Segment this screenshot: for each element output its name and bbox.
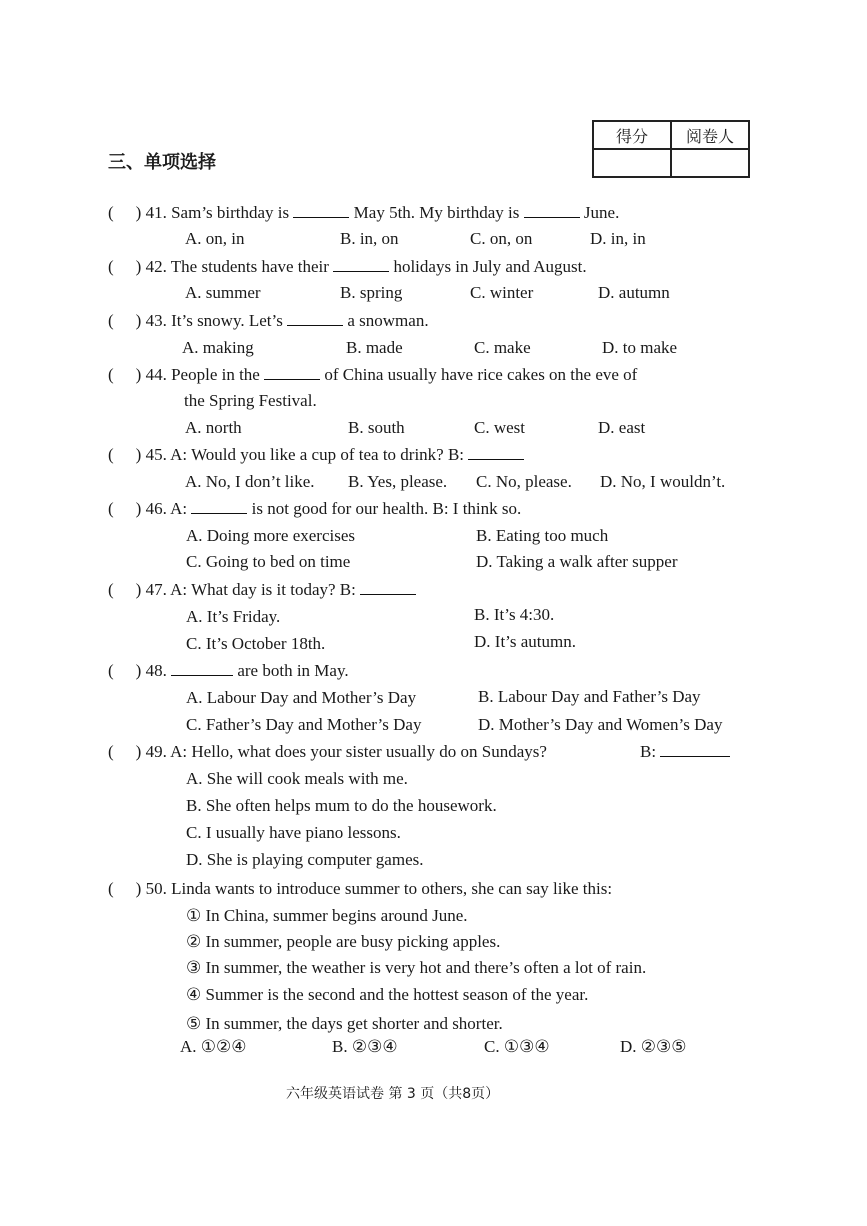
answer-paren[interactable]: ( ) (108, 365, 142, 384)
answer-blank[interactable] (287, 311, 343, 326)
question-number: 45. (145, 445, 167, 464)
question-stem: A: Hello, what does your sister usually do on Sundays? (170, 742, 547, 761)
option-b[interactable]: B. Yes, please. (348, 472, 448, 491)
question-stem: June. (583, 203, 620, 222)
question-49-b (640, 742, 730, 762)
option-c[interactable]: C. Father’s Day and Mother’s Day (186, 715, 422, 734)
answer-paren[interactable]: ( ) (108, 257, 142, 276)
option-a[interactable]: A. It’s Friday. (186, 607, 281, 626)
option-b[interactable]: B. It’s 4:30. (474, 605, 555, 624)
option-c[interactable]: C. winter (470, 283, 534, 302)
option-b[interactable]: B. in, on (340, 229, 399, 248)
page-footer: 六年级英语试卷 第 3 页（共8页） (286, 1086, 500, 1102)
question-stem: The students have their (170, 257, 329, 276)
question-49 (108, 742, 547, 762)
question-stem: is not good for our health. B: I think so. (251, 499, 522, 518)
option-b[interactable]: B. ②③④ (332, 1037, 398, 1056)
statement-3: ③ In summer, the weather is very hot and there’s often a lot of rain. (186, 958, 647, 977)
grader-cell[interactable] (671, 149, 749, 177)
option-d[interactable]: D. to make (602, 338, 678, 357)
question-number: 46. (145, 499, 167, 518)
question-stem: May 5th. My birthday is (353, 203, 520, 222)
question-stem: a snowman. (347, 311, 429, 330)
option-d[interactable]: D. She is playing computer games. (186, 850, 424, 869)
question-number: 41. (145, 203, 167, 222)
answer-paren[interactable]: ( ) (108, 445, 142, 464)
question-number: 50. (145, 879, 167, 898)
question-number: 49. (145, 742, 167, 761)
answer-paren[interactable]: ( ) (108, 499, 142, 518)
option-c[interactable]: C. Going to bed on time (186, 552, 351, 571)
option-a[interactable]: A. No, I don’t like. (185, 472, 315, 491)
question-stem: Linda wants to introduce summer to others, she can say like this: (171, 879, 613, 898)
answer-paren[interactable]: ( ) (108, 879, 142, 898)
answer-blank[interactable] (333, 257, 389, 272)
statement-2: ② In summer, people are busy picking apples. (186, 932, 501, 951)
option-c[interactable]: C. ①③④ (484, 1037, 550, 1056)
option-c[interactable]: C. It’s October 18th. (186, 634, 326, 653)
answer-paren[interactable]: ( ) (108, 742, 142, 761)
option-d[interactable]: D. It’s autumn. (474, 632, 576, 651)
option-d[interactable]: D. Mother’s Day and Women’s Day (478, 715, 723, 734)
option-c[interactable]: C. on, on (470, 229, 533, 248)
answer-blank[interactable] (191, 499, 247, 514)
question-48 (108, 661, 349, 681)
option-a[interactable]: A. Doing more exercises (186, 526, 356, 545)
question-number: 42. (145, 257, 167, 276)
option-a[interactable]: A. on, in (185, 229, 245, 248)
option-a[interactable]: A. making (182, 338, 254, 357)
option-d[interactable]: D. ②③⑤ (620, 1037, 687, 1056)
option-d[interactable]: D. No, I wouldn’t. (600, 472, 726, 491)
option-d[interactable]: D. Taking a walk after supper (476, 552, 678, 571)
option-a[interactable]: A. Labour Day and Mother’s Day (186, 688, 417, 707)
option-c[interactable]: C. No, please. (476, 472, 572, 491)
question-44 (108, 365, 637, 385)
question-50 (108, 879, 612, 899)
answer-blank[interactable] (360, 580, 416, 595)
question-stem: A: Would you like a cup of tea to drink? B: (170, 445, 465, 464)
question-stem: Sam’s birthday is (171, 203, 290, 222)
question-stem: holidays in July and August. (393, 257, 587, 276)
question-47 (108, 580, 416, 600)
question-stem: B: (640, 742, 657, 761)
option-c[interactable]: C. I usually have piano lessons. (186, 823, 401, 842)
question-number: 43. (145, 311, 167, 330)
statement-5: ⑤ In summer, the days get shorter and shorter. (186, 1014, 503, 1033)
question-number: 48. (145, 661, 167, 680)
answer-blank[interactable] (524, 203, 580, 218)
question-stem: A: (170, 499, 188, 518)
option-d[interactable]: D. autumn (598, 283, 670, 302)
section-title: 三、单项选择 (108, 152, 216, 173)
option-c[interactable]: C. make (474, 338, 531, 357)
option-b[interactable]: B. Eating too much (476, 526, 609, 545)
question-stem: are both in May. (237, 661, 349, 680)
grader-label: 阅卷人 (671, 121, 749, 149)
option-a[interactable]: A. summer (185, 283, 261, 302)
statement-1: ① In China, summer begins around June. (186, 906, 468, 925)
question-number: 47. (145, 580, 167, 599)
answer-paren[interactable]: ( ) (108, 311, 142, 330)
option-a[interactable]: A. She will cook meals with me. (186, 769, 408, 788)
option-d[interactable]: D. in, in (590, 229, 646, 248)
score-table (592, 120, 750, 178)
question-stem: of China usually have rice cakes on the eve of (324, 365, 638, 384)
question-number: 44. (145, 365, 167, 384)
answer-blank[interactable] (293, 203, 349, 218)
question-46 (108, 499, 521, 519)
answer-blank[interactable] (468, 445, 524, 460)
score-label: 得分 (593, 121, 671, 149)
option-a[interactable]: A. north (185, 418, 242, 437)
score-cell[interactable] (593, 149, 671, 177)
answer-paren[interactable]: ( ) (108, 203, 142, 222)
statement-4: ④ Summer is the second and the hottest season of the year. (186, 985, 589, 1004)
option-c[interactable]: C. west (474, 418, 525, 437)
question-43 (108, 311, 429, 331)
option-b[interactable]: B. made (346, 338, 403, 357)
option-a[interactable]: A. ①②④ (180, 1037, 247, 1056)
answer-paren[interactable]: ( ) (108, 580, 142, 599)
question-41 (108, 203, 619, 223)
answer-blank[interactable] (171, 661, 233, 676)
question-45 (108, 445, 524, 465)
question-stem: It’s snowy. Let’s (171, 311, 283, 330)
question-42 (108, 257, 587, 277)
question-stem-line2: the Spring Festival. (184, 391, 317, 410)
question-stem: People in the (171, 365, 260, 384)
option-b[interactable]: B. spring (340, 283, 403, 302)
answer-paren[interactable]: ( ) (108, 661, 142, 680)
option-b[interactable]: B. She often helps mum to do the housework. (186, 796, 497, 815)
question-stem: A: What day is it today? B: (170, 580, 356, 599)
answer-blank[interactable] (660, 742, 730, 757)
option-d[interactable]: D. east (598, 418, 646, 437)
answer-blank[interactable] (264, 365, 320, 380)
option-b[interactable]: B. south (348, 418, 405, 437)
option-b[interactable]: B. Labour Day and Father’s Day (478, 687, 701, 706)
